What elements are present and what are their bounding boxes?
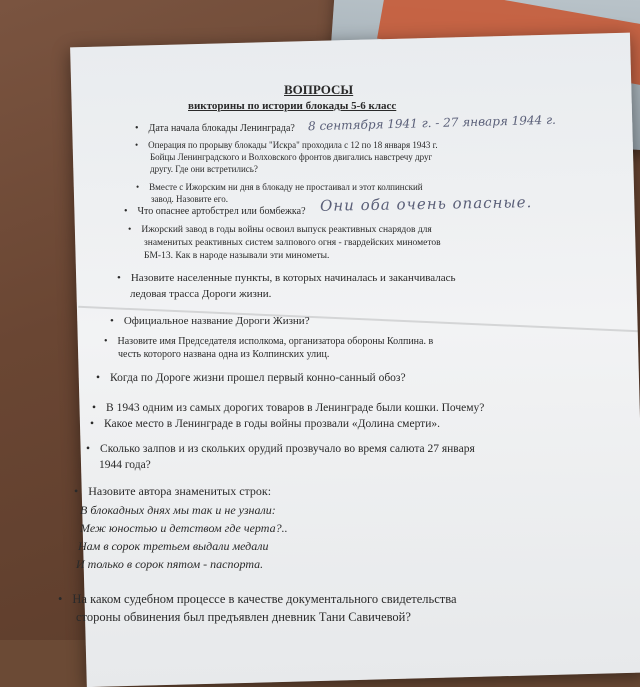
question-5-line-1: • Ижорский завод в годы войны освоил выпуск реактивных снарядов для: [128, 225, 432, 235]
question-12-line-1: • Сколько залпов и из скольких орудий прозвучало во время салюта 27 января: [86, 443, 475, 455]
question-8-line-2: честь которого названа одна из Колпинских улиц.: [118, 349, 330, 360]
question-4-answer: Они оба очень опасные.: [319, 193, 533, 215]
question-11: • Какое место в Ленинграде в годы войны прозвали «Долина смерти».: [90, 418, 440, 430]
question-7: • Официальное название Дороги Жизни?: [110, 315, 310, 327]
question-2-line-3: другу. Где они встретились?: [150, 164, 258, 174]
question-14-line-2: стороны обвинения был предъявлен дневник Тани Савичевой?: [76, 610, 411, 624]
question-3-line-1: • Вместе с Ижорским ни дня в блокаду не простаивал и этот колпинский: [136, 182, 423, 192]
question-14-line-1: • На каком судебном процессе в качестве документального свидетельства: [58, 592, 457, 607]
question-2-line-2: Бойцы Ленинградского и Волховского фронтов двигались навстречу друг: [150, 152, 433, 162]
question-2-line-1: • Операция по прорыву блокады "Искра" проходила с 12 по 18 января 1943 г.: [135, 140, 438, 150]
question-4: • Что опаснее артобстрел или бомбежка?: [124, 206, 306, 217]
quiz-subtitle: викторины по истории блокады 5-6 класс: [188, 100, 397, 112]
question-12-line-2: 1944 года?: [99, 459, 151, 471]
question-5-line-2: знаменитых реактивных систем залпового огня - гвардейских минометов: [144, 238, 441, 248]
poem-line-3: Нам в сорок третьем выдали медали: [78, 539, 269, 553]
question-3-line-2: завод. Назовите его.: [151, 194, 229, 204]
quiz-title: ВОПРОСЫ: [284, 82, 354, 97]
poem-line-4: И только в сорок пятом - паспорта.: [76, 557, 264, 571]
question-10: • В 1943 одним из самых дорогих товаров в Ленинграде были кошки. Почему?: [92, 402, 484, 414]
question-5-line-3: БМ-13. Как в народе называли эти минометы.: [144, 251, 330, 261]
question-13: • Назовите автора знаменитых строк:: [74, 484, 271, 499]
question-1: • Дата начала блокады Ленинграда?: [135, 123, 295, 134]
question-6-line-2: ледовая трасса Дороги жизни.: [130, 288, 272, 300]
question-8-line-1: • Назовите имя Председателя исполкома, организатора обороны Колпина. в: [104, 336, 433, 347]
poem-line-2: Меж юностью и детством где черта?..: [80, 521, 288, 535]
question-1-answer: 8 сентября 1941 г. - 27 января 1944 г.: [307, 112, 557, 134]
question-9: • Когда по Дороге жизни прошел первый конно-санный обоз?: [96, 372, 406, 384]
question-6-line-1: • Назовите населенные пункты, в которых начиналась и заканчивалась: [117, 272, 456, 284]
poem-line-1: В блокадных днях мы так и не узнали:: [80, 503, 276, 517]
